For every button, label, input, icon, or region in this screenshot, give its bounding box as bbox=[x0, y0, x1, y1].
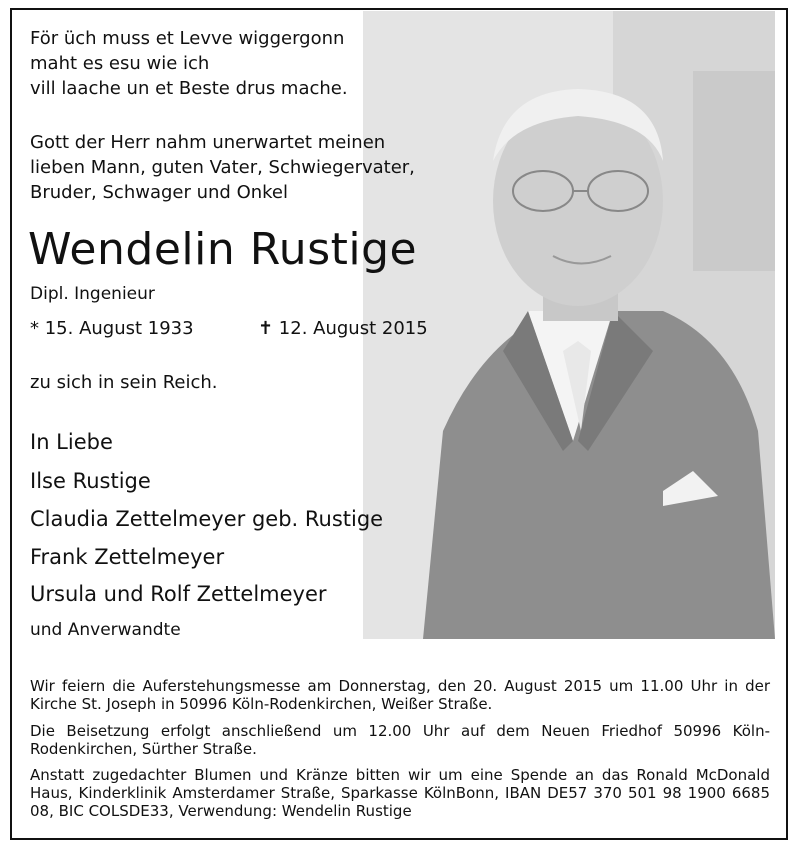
burial-info: Die Beisetzung erfolgt anschließend um 12.00 Uhr auf dem Neuen Friedhof 50996 Köln-Rodenkirchen, Sürther Straße. bbox=[30, 722, 770, 758]
motto-line: För üch muss et Levve wiggergonn bbox=[30, 28, 345, 49]
birth-date: * 15. August 1933 bbox=[30, 318, 194, 339]
motto-line: vill laache un et Beste drus mache. bbox=[30, 78, 348, 99]
deceased-name: Wendelin Rustige bbox=[28, 224, 418, 275]
academic-title: Dipl. Ingenieur bbox=[30, 284, 155, 304]
intro-line: Bruder, Schwager und Onkel bbox=[30, 182, 289, 203]
intro-text bbox=[30, 130, 415, 205]
donation-info: Anstatt zugedachter Blumen und Kränze bitten wir um eine Spende an das Ronald McDonald Haus, Kinderklinik Amsterdamer Straße, Sparkasse KölnBonn, IBAN DE57 370 501 98 1900 6685 08, BIC COLSDE33, Verwendung: Wendelin Rustige bbox=[30, 766, 770, 820]
family-line: In Liebe bbox=[30, 430, 113, 454]
mass-info: Wir feiern die Auferstehungsmesse am Donnerstag, den 20. August 2015 um 11.00 Uhr in der Kirche St. Joseph in 50996 Köln-Rodenkirchen, Weißer Straße. bbox=[30, 677, 770, 713]
family-line: Frank Zettelmeyer bbox=[30, 545, 225, 569]
death-date: ✝ 12. August 2015 bbox=[258, 318, 428, 339]
closing-phrase: zu sich in sein Reich. bbox=[30, 372, 218, 393]
intro-line: lieben Mann, guten Vater, Schwiegervater, bbox=[30, 157, 415, 178]
family-tail: und Anverwandte bbox=[30, 620, 181, 640]
motto-line: maht es esu wie ich bbox=[30, 53, 210, 74]
family-line: Claudia Zettelmeyer geb. Rustige bbox=[30, 507, 384, 531]
family-line: Ursula und Rolf Zettelmeyer bbox=[30, 582, 327, 606]
intro-line: Gott der Herr nahm unerwartet meinen bbox=[30, 132, 386, 153]
motto-text bbox=[30, 26, 348, 101]
family-line: Ilse Rustige bbox=[30, 469, 151, 493]
